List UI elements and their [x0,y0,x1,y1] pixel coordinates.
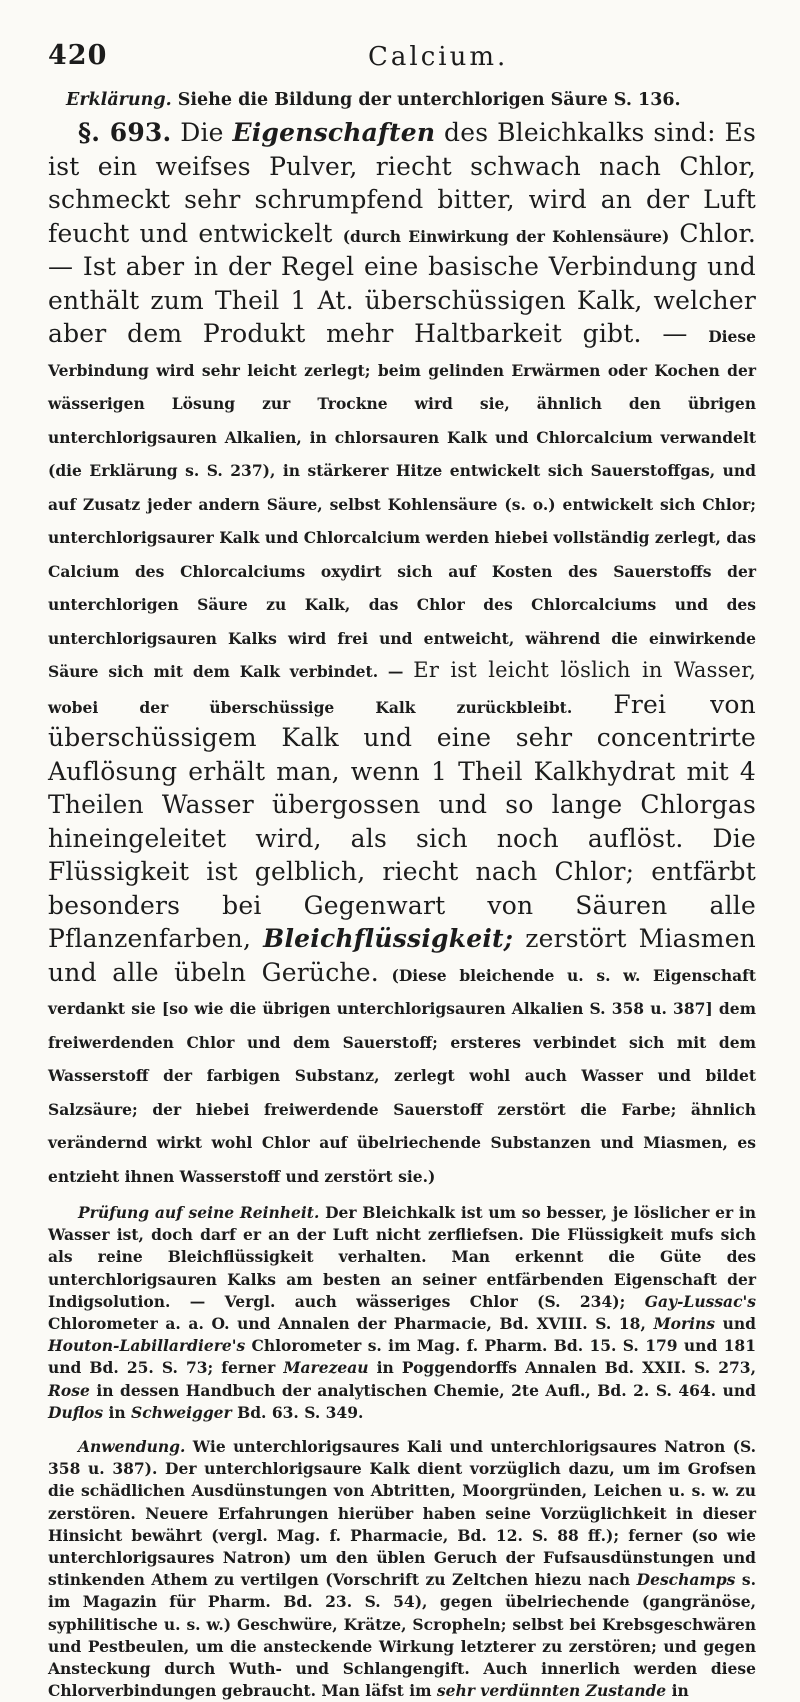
explanation-text: Siehe die Bildung der unterchlorigen Säure S. 136. [171,90,681,110]
section-small-note-4: (Diese bleichende u. s. w. Eigenschaft verdankt sie [so wie die übrigen unterchlorigsauren Alkalien S. 358 u. 387] dem freiwerdenden Chlor und dem Sauerstoff; ersteres verbindet sich mit dem Wasserstoff der farbigen Substanz, zerlegt wohl auch Wasser und bildet Salzsäure; der hiebei freiwerdende Sauerstoff zerstört die Farbe; ähnlich verändernd wirkt wohl Chlor auf übelriechende Substanzen und Miasmen, es entzieht ihnen Wasserstoff und zerstört sie.) [48,965,756,1186]
pruefung-ref-6: Duflos [48,1402,104,1422]
pruefung-text-1: Der Bleichkalk ist um so besser, je löslicher er in Wasser ist, doch darf er an der Luft nicht zerfliefsen. Die Flüssigkeit mufs sich als reine Bleichflüssigkeit verhalten. Man erkennt die Güte des unterchlorigsauren Kalks am besten an seiner entfärbenden Eigenschaft der Indigsolution. — Vergl. auch wässeriges Chlor (S. 234); [48,1203,756,1311]
anwendung-text-2: s. im Magazin für Pharm. Bd. 23. S. 54), gegen übelriechende (gangränöse, syphilitische u. s. w.) Geschwüre, Krätze, Scropheln; selbst bei Krebsgeschwären und Pestbeulen, um die ansteckende Wirkung letzterer zu zerstören; und gegen Ansteckung durch Wuth- und Schlangengift. Auch innerlich werden diese Chlorverbindungen gebraucht. Man läfst im [48,1570,756,1701]
anwendung-ref-2: sehr verdünnten Zustande [436,1681,667,1701]
pruefung-paragraph [48,1202,756,1424]
pruefung-label: Prüfung auf seine Reinheit. [78,1203,320,1222]
pruefung-text-8: Bd. 63. S. 349. [231,1402,364,1422]
anwendung-paragraph [48,1436,756,1702]
pruefung-text-6: in dessen Handbuch der analytischen Chemie, 2te Aufl., Bd. 2. S. 464. und [89,1380,756,1400]
anwendung-ref-1: Deschamps [636,1570,736,1590]
pruefung-ref-4: Marezeau [283,1358,369,1378]
page-number: 420 [48,40,108,71]
anwendung-text-1: Wie unterchlorigsaures Kali und unterchlorigsaures Natron (S. 358 u. 387). Der unterchlorigsaure Kalk dient vorzüglich dazu, um im Grofsen die schädlichen Ausdünstungen von Abtritten, Moorgründen, Leichen u. s. w. zu zerstören. Neuere Erfahrungen hierüber haben seine Vorzüglichkeit in dieser Hinsicht bewährt (vergl. Mag. f. Pharmacie, Bd. 12. S. 88 ff.); ferner (so wie unterchlorigsaures Natron) um den üblen Geruch der Fufsausdünstungen und stinkenden Athem zu vertilgen (Vorschrift zu Zeltchen hiezu nach [48,1437,756,1590]
pruefung-text-7: in [103,1402,131,1422]
section-693-paragraph [48,116,756,1190]
anwendung-label: Anwendung. [78,1437,186,1457]
pruefung-ref-2: Morins [653,1314,716,1334]
pruefung-text-5: in Poggendorffs Annalen Bd. XXII. S. 273, [368,1358,756,1378]
pruefung-text-4: Chlorometer s. im Mag. f. Pharm. Bd. 15. S. 179 und 181 und Bd. 25. S. 73; ferner [48,1336,756,1378]
section-italic-2: Bleichflüssigkeit; [263,924,514,953]
pruefung-text-3: und [715,1314,756,1334]
pruefung-ref-5: Rose [48,1380,90,1400]
section-number: §. 693. [78,118,172,147]
section-main-text-2: Frei von überschüssigem Kalk und eine sehr concentrirte Auflösung erhält man, wenn 1 Theil Kalkhydrat mit 4 Theilen Wasser übergossen und so lange Chlorgas hineingeleitet wird, als sich noch auflöst. Die Flüssigkeit ist gelblich, riecht nach Chlor; entfärbt besonders bei Gegenwart von Säuren alle Pflanzenfarben, [48,689,756,953]
section-small-note-1: (durch Einwirkung der Kohlensäure) [342,226,670,246]
section-small-note-3: wobei der überschüssige Kalk zurückbleibt. [48,697,614,717]
pruefung-ref-3: Houton-Labillardiere's [48,1336,246,1356]
pruefung-text-2: Chlorometer a. a. O. und Annalen der Pharmacie, Bd. XVIII. S. 18, [48,1314,654,1334]
section-mid-text-1: Er ist leicht löslich in Wasser, [413,658,756,682]
section-lead: des Bleichkalks sind: Es ist ein weifses Pulver, riecht schwach nach Chlor, schmeckt sehr schrumpfend bitter, wird an der Luft feucht und entwickelt [48,118,756,248]
section-chlor-text: Chlor. — Ist aber in der Regel eine basische Verbindung und enthält zum Theil 1 At. überschüssigen Kalk, welcher aber dem Produkt mehr Haltbarkeit gibt. — [48,218,756,348]
explanation-label: Erklärung. [66,90,172,110]
running-title: Calcium. [368,42,509,72]
pruefung-ref-1: Gay-Lussac's [644,1291,756,1311]
section-main-text-3: zerstört Miasmen und alle übeln Gerüche. [48,924,756,987]
section-intro: Die [171,118,233,147]
section-intro-italic: Eigenschaften [232,118,436,147]
anwendung-text-3: in [666,1681,689,1701]
pruefung-ref-7: Schweigger [131,1402,232,1422]
explanation-paragraph [48,86,756,114]
section-small-note-2: Diese Verbindung wird sehr leicht zerlegt; beim gelinden Erwärmen oder Kochen der wässerigen Lösung zur Trockne wird sie, ähnlich den übrigen unterchlorigsauren Alkalien, in chlorsauren Kalk und Chlorcalcium verwandelt (die Erklärung s. S. 237), in stärkerer Hitze entwickelt sich Sauerstoffgas, und auf Zusatz jeder andern Säure, selbst Kohlensäure (s. o.) entwickelt sich Chlor; unterchlorigsaurer Kalk und Chlorcalcium werden hiebei vollständig zerlegt, das Calcium des Chlorcalciums oxydirt sich auf Kosten des Sauerstoffs der unterchlorigen Säure zu Kalk, das Chlor des Chlorcalciums und des unterchlorigsauren Kalks wird frei und entweicht, während die einwirkende Säure sich mit dem Kalk verbindet. — [48,327,756,681]
page-header [48,40,756,80]
